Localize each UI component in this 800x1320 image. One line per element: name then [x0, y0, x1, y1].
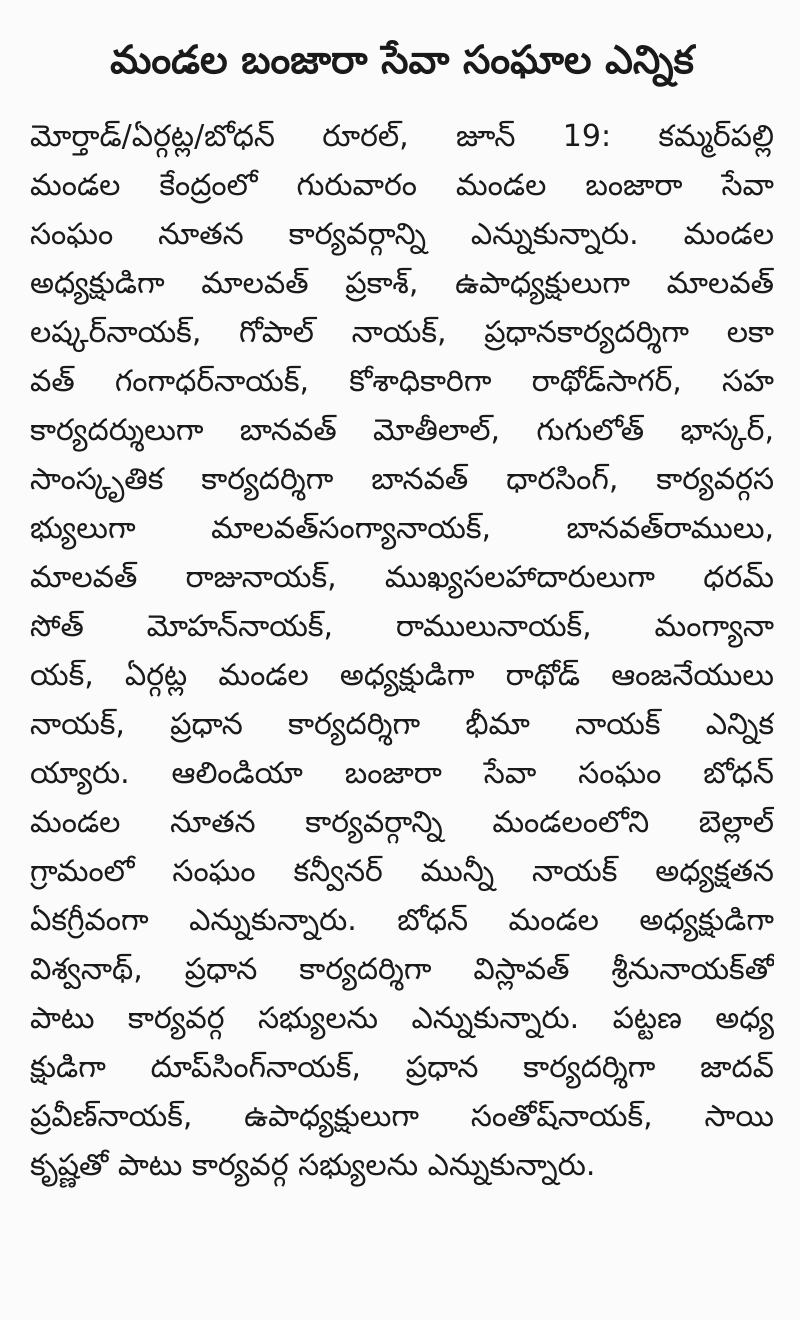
headline: మండల బంజారా సేవా సంఘాల ఎన్నిక	[110, 38, 694, 83]
body-line: కృష్ణతో పాటు కార్యవర్గ సభ్యులను ఎన్నుకున్నారు.	[30, 1148, 596, 1183]
body-line: వత్ గంగాధర్‌నాయక్, కోశాధికారిగా రాథోడ్‌సాగర్, సహ	[30, 364, 774, 399]
body-line: సోత్ మోహన్‌నాయక్, రాములునాయక్, మంగ్యానా	[30, 609, 774, 644]
body-line: క్షుడిగా దూప్‌సింగ్‌నాయక్, ప్రధాన కార్యదర్శిగా జాదవ్	[30, 1050, 774, 1085]
body-line: అధ్యక్షుడిగా మాలవత్ ప్రకాశ్, ఉపాధ్యక్షులుగా మాలవత్	[30, 266, 774, 301]
body-line: ప్రవీణ్‌నాయక్, ఉపాధ్యక్షులుగా సంతోష్‌నాయక్, సాయి	[30, 1099, 774, 1134]
body-line: య్యారు. ఆలిండియా బంజారా సేవా సంఘం బోధన్	[30, 756, 774, 791]
body-line: విశ్వనాథ్, ప్రధాన కార్యదర్శిగా విస్లావత్ శ్రీనునాయక్‌తో	[30, 952, 774, 987]
body-line: మండల నూతన కార్యవర్గాన్ని మండలంలోని బెల్లాల్	[30, 805, 774, 840]
body-line: గ్రామంలో సంఘం కన్వీనర్ మున్నీ నాయక్ అధ్యక్షతన	[30, 854, 774, 889]
body-line: భ్యులుగా మాలవత్‌సంగ్యానాయక్, బానవత్‌రాములు,	[30, 511, 774, 546]
body-line: సంఘం నూతన కార్యవర్గాన్ని ఎన్నుకున్నారు. మండల	[30, 217, 774, 252]
body-line: మండల కేంద్రంలో గురువారం మండల బంజారా సేవా	[30, 168, 774, 203]
body-line: మోర్తాడ్/ఏర్గట్ల/బోధన్ రూరల్, జూన్ 19: కమ్మర్‌పల్లి	[30, 119, 774, 154]
body-line: ఏకగ్రీవంగా ఎన్నుకున్నారు. బోధన్ మండల అధ్యక్షుడిగా	[30, 903, 774, 938]
body-line: యక్, ఏర్గట్ల మండల అధ్యక్షుడిగా రాథోడ్ ఆంజనేయులు	[30, 658, 774, 693]
body-line: కార్యదర్శులుగా బానవత్ మోతీలాల్, గుగులోత్ భాస్కర్,	[30, 413, 774, 448]
article-body	[30, 112, 774, 1190]
body-line: మాలవత్ రాజునాయక్, ముఖ్యసలహాదారులుగా ధరమ్	[30, 560, 774, 595]
body-line: లష్కర్‌నాయక్, గోపాల్ నాయక్, ప్రధానకార్యదర్శిగా లకా	[30, 315, 774, 350]
body-line: సాంస్కృతిక కార్యదర్శిగా బానవత్ ధారసింగ్, కార్యవర్గస	[30, 462, 774, 497]
body-line: నాయక్, ప్రధాన కార్యదర్శిగా భీమా నాయక్ ఎన్నిక	[30, 707, 774, 742]
body-line: పాటు కార్యవర్గ సభ్యులను ఎన్నుకున్నారు. పట్టణ అధ్య	[30, 1001, 774, 1036]
